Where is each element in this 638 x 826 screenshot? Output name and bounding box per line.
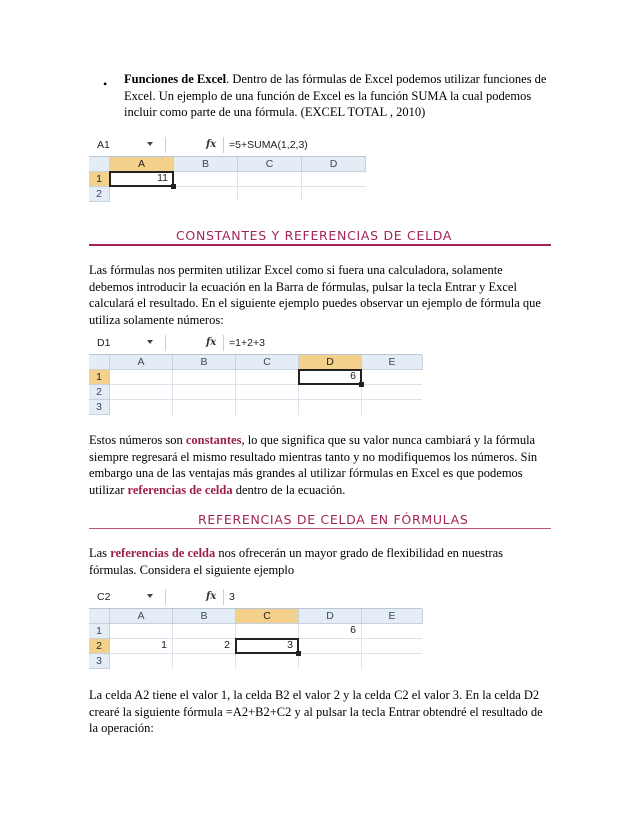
column-header: E [362,355,423,370]
paragraph-text: Las [89,546,111,560]
bullet-marker: • [103,77,108,91]
bullet-line-1: . Dentro de las fórmulas de Excel podemos utilizar funciones de [226,72,547,86]
paragraph-line: fórmulas. Considera el siguiente ejemplo [89,562,295,577]
formula-bar-divider [223,137,224,153]
formula-bar [89,333,422,355]
heading-rule [89,244,551,246]
paragraph-formulas [89,262,559,328]
select-all-corner [89,355,110,370]
column-header: A [110,609,173,624]
select-all-corner [89,609,110,624]
paragraph-line: utiliza solamente números: [89,312,224,327]
column-header: A [110,157,174,172]
row-header: 2 [89,385,110,400]
cell-c2-value: 3 [287,639,293,651]
formula-bar-divider [165,335,166,351]
row-header: 3 [89,400,110,415]
formula-bar-divider [165,137,166,153]
paragraph-line: calculará el resultado. En el siguiente ejemplo puedes observar un ejemplo de fórmula que [89,296,541,310]
paragraph-constants [89,432,559,498]
excel-screenshot-3 [89,587,422,669]
row-header: 1 [89,624,110,639]
paragraph-references [89,545,559,578]
formula-bar [89,587,422,609]
column-header: B [174,157,238,172]
section-heading: CONSTANTES Y REFERENCIAS DE CELDA [176,228,453,243]
bullet-paragraph [124,71,564,121]
gridline [235,370,236,415]
fill-handle [296,651,301,656]
function-icon: fx [206,337,217,348]
paragraph-line: la operación: [89,721,154,735]
cell-b2-value: 2 [224,639,230,651]
chevron-down-icon [147,594,153,598]
paragraph-text: utilizar [89,482,128,497]
column-header: C [238,157,302,172]
paragraph-line: crearé la siguiente fórmula =A2+B2+C2 y al pulsar la tecla Entrar obtendré el resultado de [89,704,543,719]
name-box: A1 [97,139,110,151]
paragraph-text: , lo que significa que su valor nunca cambiará y la fórmula [241,433,536,447]
paragraph-line: Las fórmulas nos permiten utilizar Excel como si fuera una calculadora, solamente [89,263,503,277]
row-header: 2 [89,639,110,654]
cell-a2-value: 1 [161,639,167,651]
column-header: A [110,355,173,370]
row-header: 1 [89,370,110,385]
column-header: D [302,157,366,172]
section-heading: REFERENCIAS DE CELDA EN FÓRMULAS [198,512,469,527]
bullet-line-2: Excel. Un ejemplo de una función de Excel es la función SUMA la cual podemos [124,88,532,103]
excel-screenshot-2 [89,333,422,415]
paragraph-line: siempre regresará el mismo resultado mientras tanto y no modifiquemos los números. Sin [89,449,538,464]
gridline [110,399,422,400]
term-referencias: referencias de celda [127,482,233,497]
paragraph-text: nos ofrecerán un mayor grado de flexibilidad en nuestras [215,546,503,560]
column-header: D [299,355,362,370]
formula-bar-divider [165,589,166,605]
paragraph-text: Estos números son [89,433,186,447]
bullet-line-3: incluir como parte de una fórmula. (EXCEL TOTAL , 2010) [124,105,426,119]
heading-rule [89,528,551,529]
cell-a1-value: 11 [157,172,168,184]
paragraph-line: debemos introducir la ecuación en la Barra de fórmulas, pulsar la tecla Entrar y Excel [89,279,517,294]
gridline [361,624,362,669]
column-header: B [173,355,236,370]
paragraph-example [89,687,559,737]
function-icon: fx [206,139,217,150]
active-cell [235,638,299,654]
select-all-corner [89,157,110,172]
column-header: D [299,609,362,624]
formula-bar [89,135,366,157]
formula-bar-divider [223,335,224,351]
paragraph-line: La celda A2 tiene el valor 1, la celda B2 el valor 2 y la celda C2 el valor 3. En la celda D2 [89,688,540,702]
formula-text: 3 [229,591,235,603]
column-header: C [236,609,299,624]
bold-term: Funciones de Excel [124,72,227,86]
formula-bar-divider [223,589,224,605]
excel-screenshot-1 [89,135,366,201]
name-box: C2 [97,591,111,603]
formula-text: =1+2+3 [229,337,265,349]
active-cell [298,369,362,385]
function-icon: fx [206,591,217,602]
gridline [110,384,422,385]
paragraph-line: embargo una de las ventajas más grandes al utilizar fórmulas en Excel es que podemos [89,466,523,480]
paragraph-text: dentro de la ecuación. [232,482,346,497]
column-header: C [236,355,299,370]
chevron-down-icon [147,340,153,344]
cell-d1-value: 6 [350,370,356,382]
chevron-down-icon [147,142,153,146]
row-header: 2 [89,187,110,202]
cell-d1-value: 6 [350,624,356,636]
row-header: 1 [89,172,110,187]
term-constantes: constantes [185,433,242,447]
term-referencias: referencias de celda [110,546,216,560]
fill-handle [359,382,364,387]
row-header: 3 [89,654,110,669]
gridline [172,370,173,415]
active-cell [109,171,174,187]
column-header: E [362,609,423,624]
fill-handle [171,184,176,189]
name-box: D1 [97,337,111,349]
column-header: B [173,609,236,624]
formula-text: =5+SUMA(1,2,3) [229,139,308,151]
